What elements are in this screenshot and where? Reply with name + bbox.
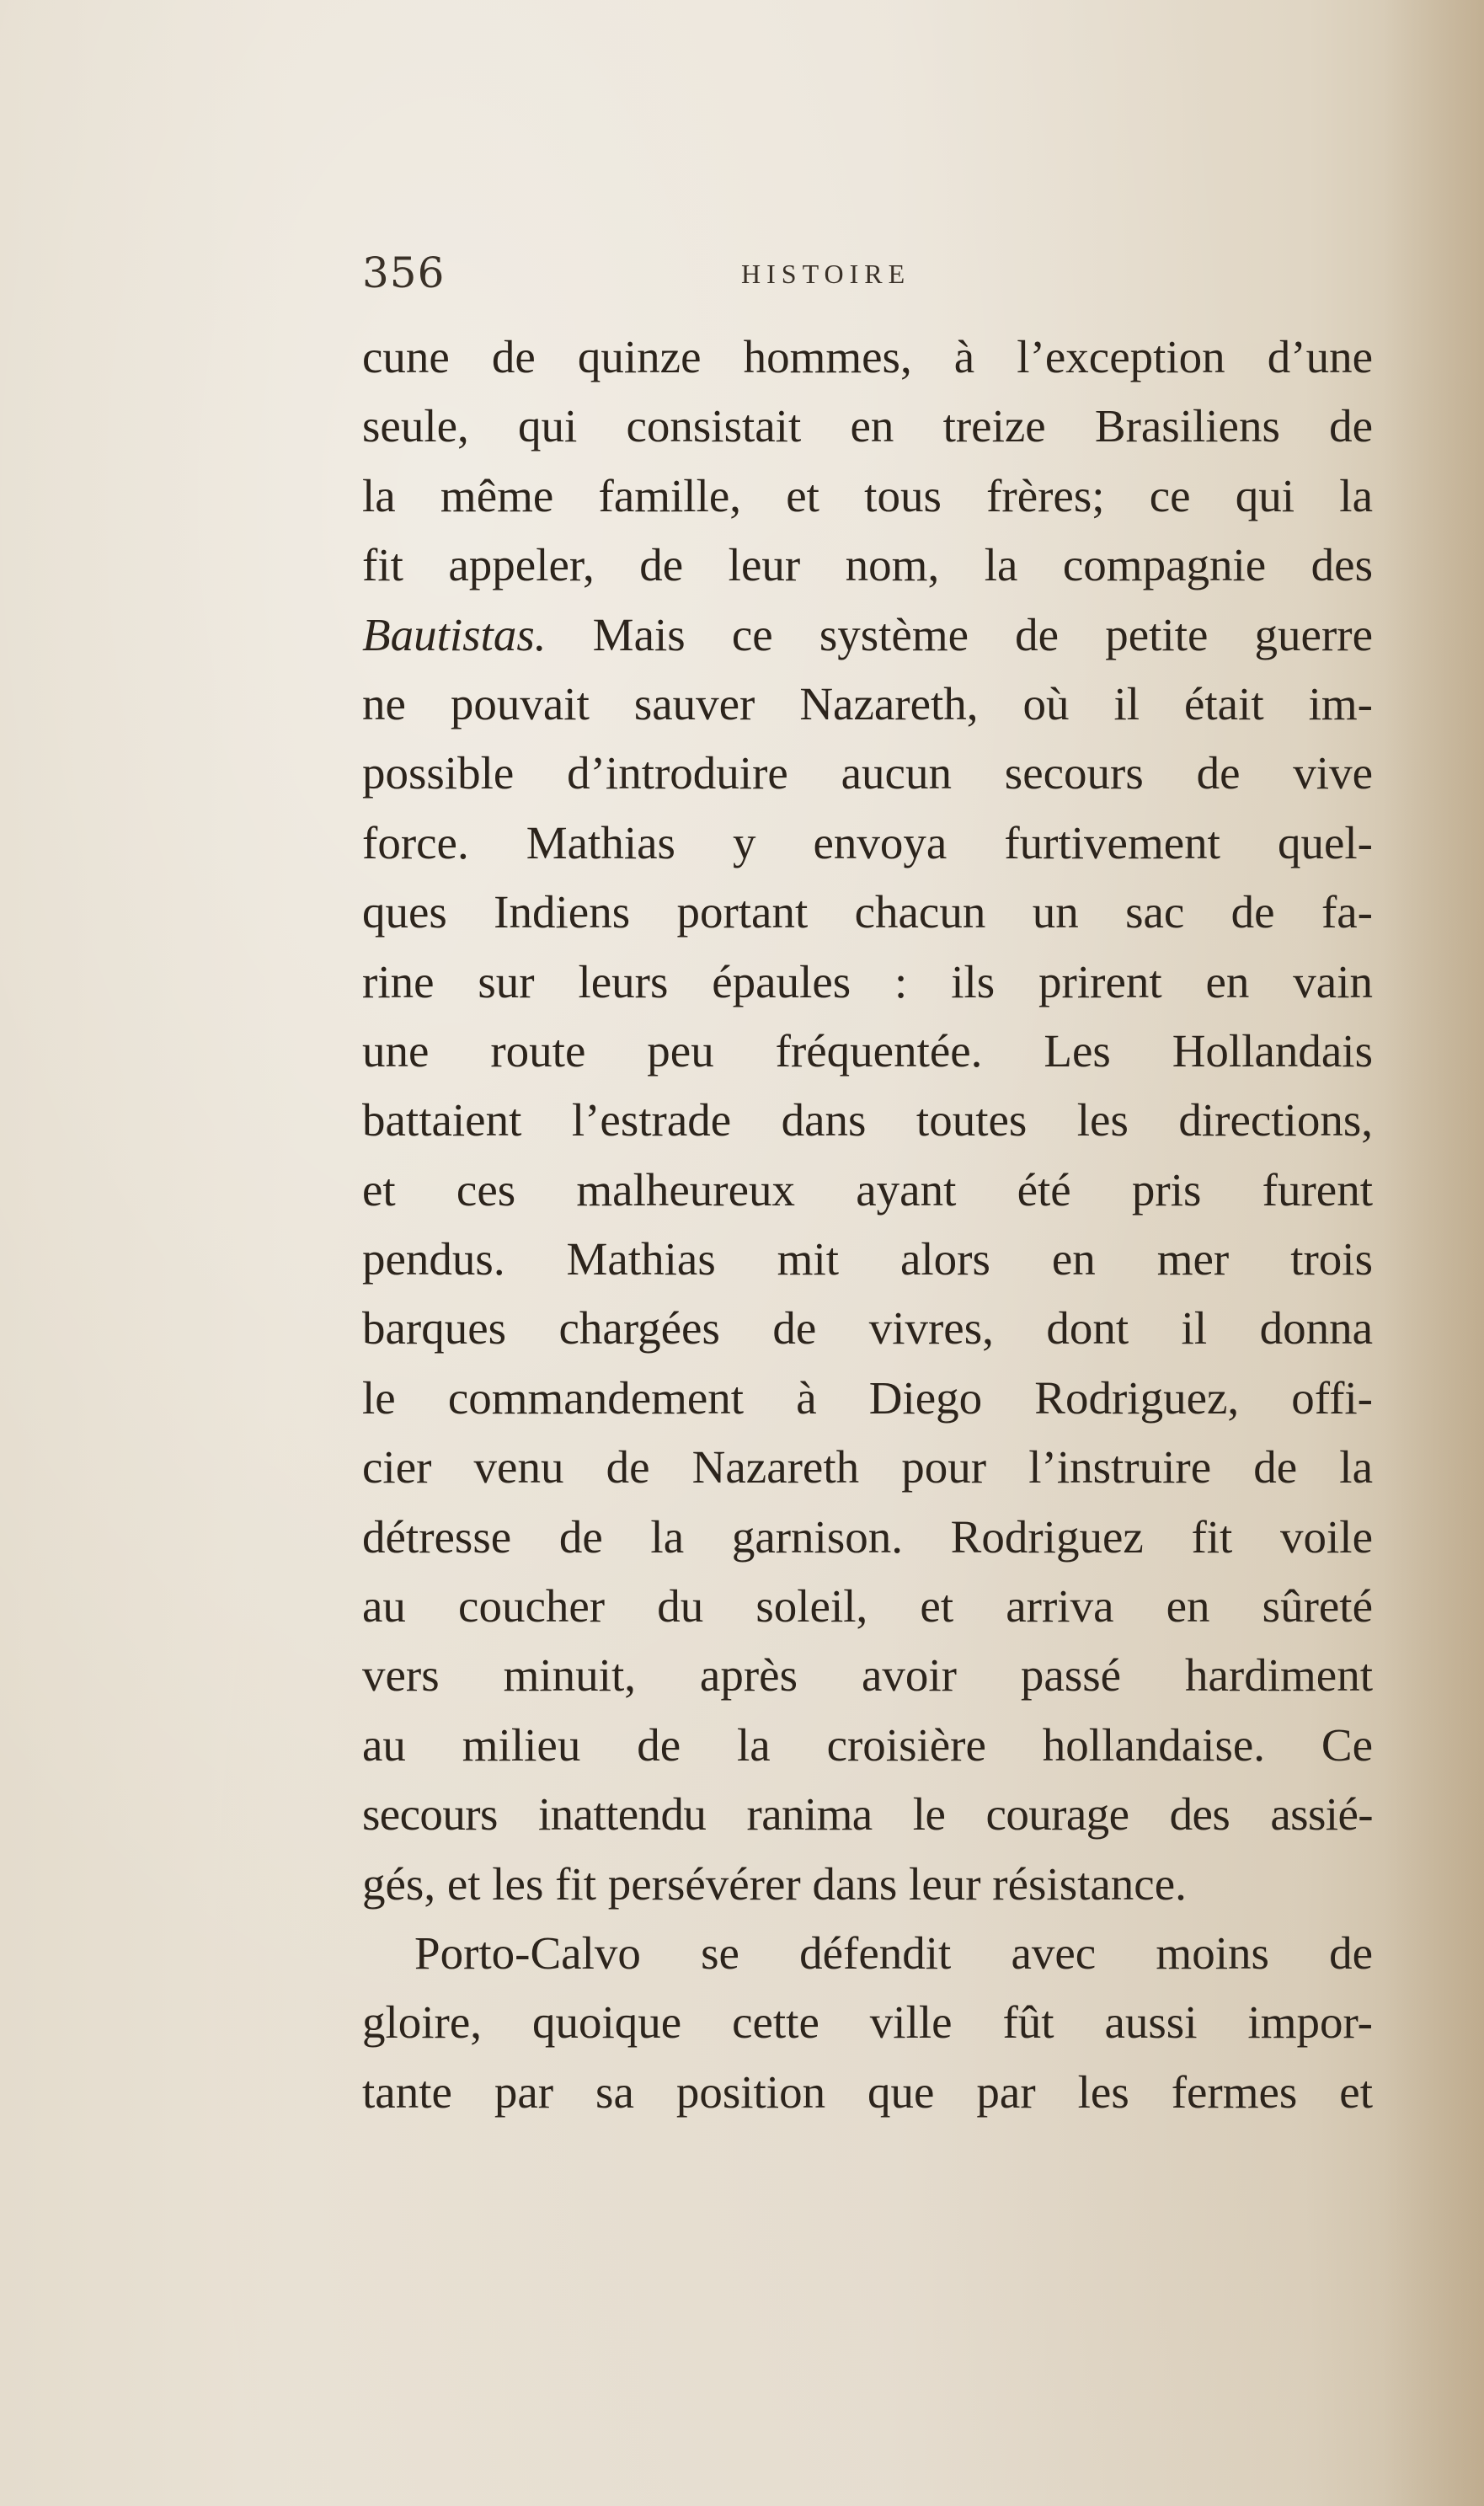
text-line: ques Indiens portant chacun un sac de fa- (362, 886, 1373, 938)
text-line: rine sur leurs épaules : ils prirent en vain (362, 955, 1373, 1007)
page-number: 356 (362, 248, 446, 297)
page-edge-shading (1383, 0, 1484, 2506)
text-line: battaient l’estrade dans toutes les directions, (362, 1094, 1373, 1146)
text-line-paragraph-end: gés, et les fit persévérer dans leur résistance. (362, 1857, 1187, 1910)
text-line: pendus. Mathias mit alors en mer trois (362, 1233, 1373, 1285)
text-line: cune de quinze hommes, à l’exception d’une (362, 331, 1373, 382)
text-line-remainder: Mais ce système de petite guerre (592, 608, 1374, 660)
text-line: au milieu de la croisière hollandaise. Ce (362, 1718, 1373, 1771)
text-line: tante par sa position que par les fermes et (362, 2065, 1373, 2118)
text-line: vers minuit, après avoir passé hardiment (362, 1649, 1373, 1702)
text-line: détresse de la garnison. Rodriguez fit voile (362, 1510, 1373, 1563)
body-text (362, 323, 1373, 2127)
italic-term: Bautistas. (362, 608, 547, 660)
text-line: et ces malheureux ayant été pris furent (362, 1163, 1373, 1216)
text-line-with-italic (362, 601, 1373, 670)
text-line: fit appeler, de leur nom, la compagnie des (362, 539, 1373, 591)
page-header (362, 248, 1381, 316)
text-line: cier venu de Nazareth pour l’instruire de la (362, 1441, 1373, 1493)
text-line: secours inattendu ranima le courage des assié- (362, 1788, 1373, 1841)
text-line: une route peu fréquentée. Les Hollandais (362, 1024, 1373, 1077)
text-line: force. Mathias y envoya furtivement quel- (362, 816, 1373, 868)
text-line-paragraph-start: Porto-Calvo se défendit avec moins de (414, 1926, 1373, 1979)
text-line: seule, qui consistait en treize Brasiliens de (362, 400, 1373, 452)
text-line: possible d’introduire aucun secours de vive (362, 747, 1373, 799)
text-line: barques chargées de vivres, dont il donna (362, 1302, 1373, 1355)
running-head: HISTOIRE (741, 259, 911, 289)
text-line: gloire, quoique cette ville fût aussi impor- (362, 1996, 1373, 2049)
text-line: le commandement à Diego Rodriguez, offi- (362, 1371, 1373, 1424)
text-line: la même famille, et tous frères; ce qui la (362, 469, 1373, 521)
text-line: ne pouvait sauver Nazareth, où il était im- (362, 677, 1373, 729)
text-line: au coucher du soleil, et arriva en sûreté (362, 1580, 1373, 1632)
